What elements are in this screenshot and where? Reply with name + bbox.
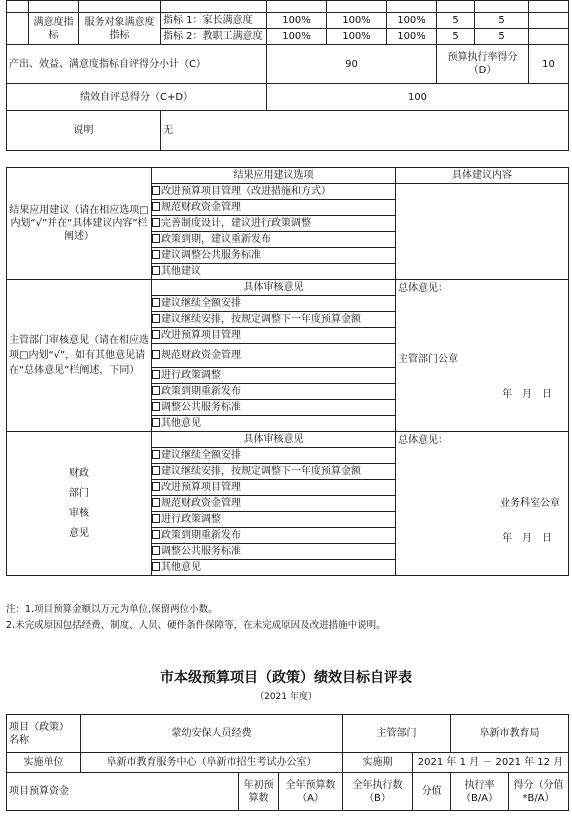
checkbox-icon[interactable] (152, 562, 160, 571)
checkbox-icon[interactable] (152, 266, 160, 275)
footnote-1: 注：1.项目预算金额以万元为单位,保留两位小数。 (6, 604, 218, 615)
checkbox-icon[interactable] (152, 370, 160, 379)
indicator-score: 5 (475, 13, 529, 29)
col-score-weight: 分值 (413, 773, 451, 811)
finance-option[interactable]: 调整公共服务标准 (152, 544, 396, 560)
checkbox-icon[interactable] (152, 450, 160, 459)
dept-option[interactable]: 调整公共服务标准 (152, 400, 396, 416)
checkbox-icon[interactable] (152, 482, 160, 491)
checkbox-icon[interactable] (152, 330, 160, 339)
checkbox-icon[interactable] (152, 418, 160, 427)
dept-option[interactable]: 建议继续安排，按规定调整下一年度预算金额 (152, 312, 396, 328)
finance-option[interactable]: 规范财政资金管理 (152, 496, 396, 512)
finance-option[interactable]: 建议继续全额安排 (152, 448, 396, 464)
finance-review-header: 具体审核意见 (152, 432, 396, 448)
budget-exec-value: 10 (529, 45, 569, 84)
period-label: 实施期 (343, 753, 413, 773)
indicator-value: 100% (267, 13, 327, 29)
indicator-score: 5 (437, 29, 475, 45)
result-option[interactable]: 其他建议 (152, 264, 396, 280)
dept-overall-label: 总体意见： (398, 283, 448, 294)
footnote-2: 2.未完成原因包括经费、制度、人员、硬件条件保障等，在未完成原因及改进措施中说明。 (6, 620, 386, 631)
checkbox-icon[interactable] (152, 498, 160, 507)
dept-overall-cell[interactable] (396, 280, 569, 432)
budget-exec-label: 预算执行率得分（D） (437, 45, 529, 84)
result-option[interactable]: 政策到期，建议重新发布 (152, 232, 396, 248)
dept-option[interactable]: 规范财政资金管理 (152, 344, 396, 368)
total-label: 绩效自评总得分（C+D） (7, 84, 267, 111)
checkbox-icon[interactable] (152, 314, 160, 323)
result-option[interactable]: 建议调整公共服务标准 (152, 248, 396, 264)
finance-option[interactable]: 改进预算项目管理 (152, 480, 396, 496)
service-satisfaction-label: 服务对象满意度指标 (79, 13, 161, 45)
page-subtitle-year: （2021 年度） (255, 692, 317, 702)
unit-label: 实施单位 (7, 753, 81, 773)
checkbox-icon[interactable] (152, 546, 160, 555)
indicator-name: 指标 2：教职工满意度 (161, 29, 267, 45)
dept-option[interactable]: 其他意见 (152, 416, 396, 432)
result-option[interactable]: 改进预算项目管理（改进措施和方式） (152, 184, 396, 200)
dept-option[interactable]: 建议继续全额安排 (152, 296, 396, 312)
result-options-header: 结果应用建议选项 (152, 168, 396, 184)
review-table (6, 167, 569, 576)
finance-option[interactable]: 其他意见 (152, 560, 396, 576)
result-option[interactable]: 完善制度设计，建议进行政策调整 (152, 216, 396, 232)
checkbox-icon[interactable] (152, 530, 160, 539)
finance-review-label: 财政 部门 审核 意见 (7, 432, 152, 576)
goal-table (6, 714, 569, 811)
checkbox-icon[interactable] (152, 350, 160, 359)
checkbox-icon[interactable] (152, 202, 160, 211)
finance-date: 年 月 日 (502, 533, 552, 544)
blank-cell (7, 1, 29, 13)
self-evaluation-table (6, 0, 569, 151)
col-exec-rate: 执行率（B/A） (451, 773, 509, 811)
checkbox-icon[interactable] (152, 234, 160, 243)
subtotal-value: 90 (267, 45, 437, 84)
checkbox-icon[interactable] (152, 186, 160, 195)
dept-option[interactable]: 政策到期重新发布 (152, 384, 396, 400)
checkbox-icon[interactable] (152, 250, 160, 259)
indicator-value: 100% (387, 13, 437, 29)
indicator-value: 100% (387, 29, 437, 45)
funds-label: 项目预算资金 (7, 773, 239, 811)
checkbox-icon[interactable] (152, 402, 160, 411)
col-full-budget: 全年预算数（A） (279, 773, 343, 811)
dept-review-header: 具体审核意见 (152, 280, 396, 296)
indicator-value: 100% (267, 29, 327, 45)
project-name-label: 项目（政策）名称 (7, 715, 81, 753)
total-value: 100 (267, 84, 569, 111)
dept-option[interactable]: 改进预算项目管理 (152, 328, 396, 344)
indicator-score: 5 (437, 13, 475, 29)
result-content-header: 具体建议内容 (396, 168, 569, 184)
indicator-value: 100% (327, 13, 387, 29)
col-full-exec: 全年执行数（B） (343, 773, 413, 811)
checkbox-icon[interactable] (152, 514, 160, 523)
finance-option[interactable]: 建议继续安排，按规定调整下一年度预算金额 (152, 464, 396, 480)
finance-seal: 业务科室公章 (500, 498, 560, 509)
col-budget-init: 年初预算数 (239, 773, 279, 811)
finance-overall-cell[interactable] (396, 432, 569, 576)
dept-option[interactable]: 进行政策调整 (152, 368, 396, 384)
footnotes (6, 602, 386, 634)
finance-option[interactable]: 政策到期重新发布 (152, 528, 396, 544)
page-title: 市本级预算项目（政策）绩效目标自评表 (160, 670, 412, 686)
finance-option[interactable]: 进行政策调整 (152, 512, 396, 528)
explain-value: 无 (161, 111, 569, 151)
subtotal-label: 产出、效益、满意度指标自评得分小计（C） (7, 45, 267, 84)
finance-overall-label: 总体意见： (398, 435, 448, 446)
dept-value: 阜新市教育局 (451, 715, 569, 753)
dept-seal: 主管部门公章 (398, 354, 458, 365)
period-value: 2021 年 1 月 － 2021 年 12 月 (413, 753, 569, 773)
result-content[interactable] (396, 184, 569, 280)
dept-review-label: 主管部门审核意见（请在相应选项□内划“√”，如有其他意见请在“总体意见”栏阐述，下同） (7, 280, 152, 432)
dept-label: 主管部门 (343, 715, 451, 753)
checkbox-icon[interactable] (152, 298, 160, 307)
col-score: 得分（分值*B/A） (509, 773, 569, 811)
checkbox-icon[interactable] (152, 386, 160, 395)
result-option[interactable]: 规范财政资金管理 (152, 200, 396, 216)
satisfaction-label: 满意度指标 (29, 13, 79, 45)
result-app-label: 结果应用建议（请在相应选项□内划“√”并在“具体建议内容”栏阐述） (7, 168, 152, 280)
dept-date: 年 月 日 (502, 389, 552, 400)
indicator-score: 5 (475, 29, 529, 45)
indicator-name: 指标 1：家长满意度 (161, 13, 267, 29)
checkbox-icon[interactable] (152, 218, 160, 227)
indicator-value: 100% (327, 29, 387, 45)
explain-label: 说明 (7, 111, 161, 151)
unit-value: 阜新市教育服务中心（阜新市招生考试办公室） (81, 753, 343, 773)
checkbox-icon[interactable] (152, 466, 160, 475)
project-name-value: 蒙幼安保人员经费 (81, 715, 343, 753)
